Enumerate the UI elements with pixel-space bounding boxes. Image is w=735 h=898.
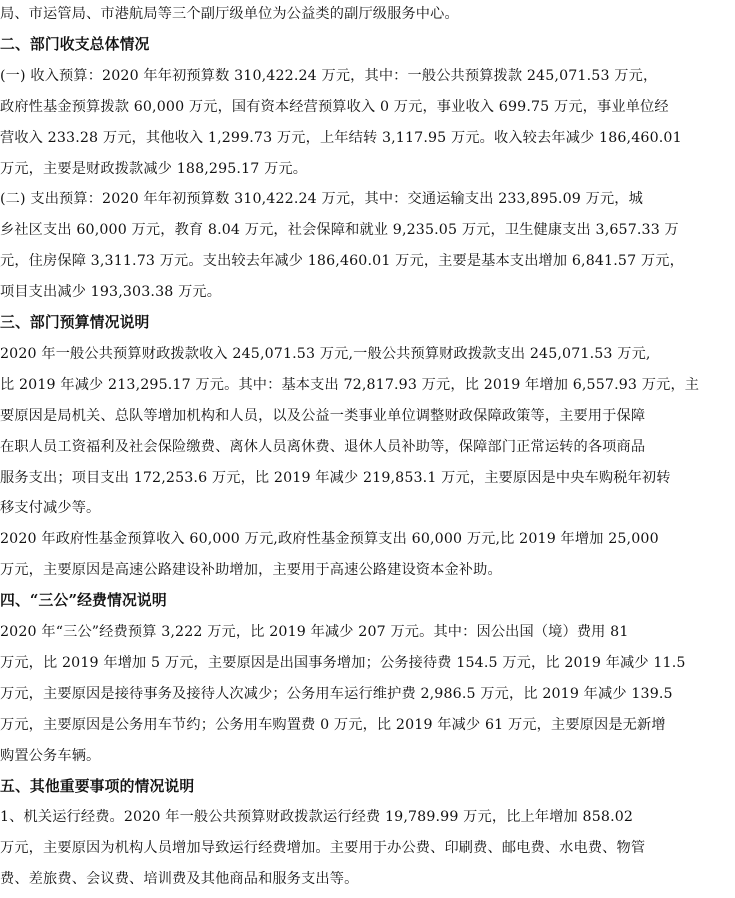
body-text-line: 2020 年一般公共预算财政拨款收入 245,071.53 万元,一般公共预算财政拨款支出 245,071.53 万元,: [0, 345, 651, 362]
body-text-line: 2020 年“三公”经费预算 3,222 万元，比 2019 年减少 207 万元。其中：因公出国（境）费用 81: [0, 624, 629, 640]
body-text-line: 服务支出；项目支出 172,253.6 万元，比 2019 年减少 219,853.1 万元，主要原因是中央车购税年初转: [0, 469, 671, 486]
body-text-line: 万元，比 2019 年增加 5 万元，主要原因是出国事务增加；公务接待费 154.5 万元，比 2019 年减少 11.5: [0, 654, 686, 671]
body-text-line: 乡社区支出 60,000 万元，教育 8.04 万元，社会保障和就业 9,235.05 万元，卫生健康支出 3,657.33 万: [0, 222, 679, 239]
body-text-line: (一) 收入预算：2020 年年初预算数 310,422.24 万元，其中：一般公共预算拨款 245,071.53 万元，: [0, 67, 658, 84]
body-text-line: 费、差旅费、会议费、培训费及其他商品和服务支出等。: [0, 871, 359, 888]
section-heading: 二、部门收支总体情况: [0, 35, 150, 53]
body-text-line: 元，住房保障 3,311.73 万元。支出较去年减少 186,460.01 万元，主要是基本支出增加 6,841.57 万元，: [0, 253, 684, 270]
body-text-line: 2020 年政府性基金预算收入 60,000 万元,政府性基金预算支出 60,000 万元,比 2019 年增加 25,000: [0, 531, 659, 548]
body-text-line: 1、机关运行经费。2020 年一般公共预算财政拨款运行经费 19,789.99 万元，比上年增加 858.02: [0, 809, 634, 826]
section-heading: 四、“三公”经费情况说明: [0, 592, 167, 610]
body-text-line: 项目支出减少 193,303.38 万元。: [0, 284, 222, 301]
body-text-line: (二) 支出预算：2020 年年初预算数 310,422.24 万元，其中：交通运输支出 233,895.09 万元，城: [0, 191, 643, 208]
section-heading: 五、其他重要事项的情况说明: [0, 777, 195, 795]
body-text-line: 购置公务车辆。: [0, 747, 101, 764]
body-text-line: 营收入 233.28 万元，其他收入 1,299.73 万元，上年结转 3,117.95 万元。收入较去年减少 186,460.01: [0, 129, 682, 146]
body-text-line: 万元，主要原因是公务用车节约；公务用车购置费 0 万元，比 2019 年减少 61 万元，主要原因是无新增: [0, 716, 666, 733]
section-heading: 三、部门预算情况说明: [0, 314, 150, 331]
body-text-line: 在职人员工资福利及社会保险缴费、离休人员离休费、退休人员补助等，保障部门正常运转的各项商品: [0, 438, 646, 455]
body-text-line: 万元，主要原因为机构人员增加导致运行经费增加。主要用于办公费、印刷费、邮电费、水电费、物管: [0, 840, 646, 857]
body-text-line: 万元，主要是财政拨款减少 188,295.17 万元。: [0, 160, 308, 177]
body-text-line: 政府性基金预算拨款 60,000 万元，国有资本经营预算收入 0 万元，事业收入 699.75 万元，事业单位经: [0, 98, 669, 115]
body-text-line: 比 2019 年减少 213,295.17 万元。其中：基本支出 72,817.93 万元，比 2019 年增加 6,557.93 万元，主: [0, 376, 700, 393]
body-text-line: 局、市运管局、市港航局等三个副厅级单位为公益类的副厅级服务中心。: [0, 6, 459, 22]
body-text-line: 万元，主要原因是高速公路建设补助增加，主要用于高速公路建设资本金补助。: [0, 562, 502, 579]
body-text-line: 万元，主要原因是接待事务及接待人次减少；公务用车运行维护费 2,986.5 万元，比 2019 年减少 139.5: [0, 685, 673, 702]
body-text-line: 移支付减少等。: [0, 500, 101, 517]
body-text-line: 要原因是局机关、总队等增加机构和人员，以及公益一类事业单位调整财政保障政策等，主要用于保障: [0, 407, 646, 424]
